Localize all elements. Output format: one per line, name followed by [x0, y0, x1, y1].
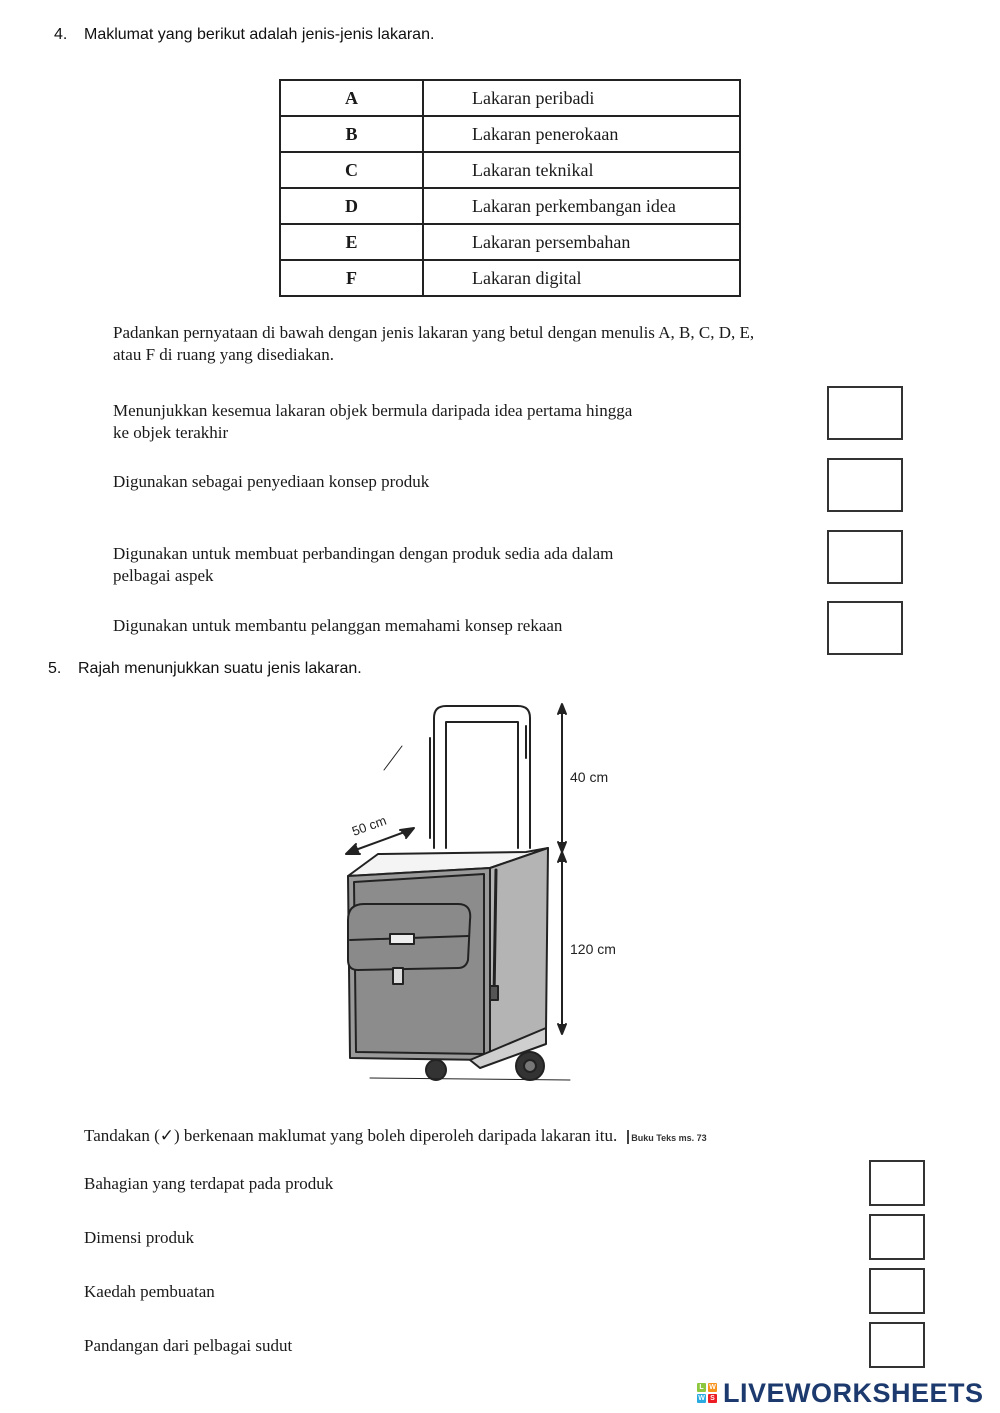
statement-line: Digunakan untuk membantu pelanggan memahami konsep rekaan [113, 616, 563, 635]
checkbox[interactable] [869, 1160, 925, 1206]
ref-bar [627, 1130, 629, 1144]
dim-depth-label: 50 cm [349, 812, 389, 839]
statement-line: pelbagai aspek [113, 566, 214, 585]
logo-mark-icon: L W W S [698, 1384, 716, 1402]
dim-body-label: 120 cm [570, 941, 616, 957]
type-code: E [280, 224, 423, 260]
instruction-line: atau F di ruang yang disediakan. [113, 345, 334, 364]
answer-box[interactable] [827, 601, 903, 655]
checkbox[interactable] [869, 1268, 925, 1314]
luggage-sketch [330, 698, 640, 1090]
type-desc: Lakaran digital [423, 260, 740, 296]
checkbox[interactable] [869, 1214, 925, 1260]
table-row [280, 260, 740, 296]
statement-line: Digunakan untuk membuat perbandingan dengan produk sedia ada dalam [113, 544, 614, 563]
q4-heading [54, 26, 434, 44]
answer-box[interactable] [827, 458, 903, 512]
q5-title: Rajah menunjukkan suatu jenis lakaran. [78, 660, 362, 677]
sketch-types-table [279, 79, 741, 297]
q4-number: 4. [54, 26, 68, 43]
option-label: Kaedah pembuatan [84, 1282, 215, 1301]
type-code: C [280, 152, 423, 188]
q4-instruction [113, 322, 933, 366]
liveworksheets-logo [697, 1378, 984, 1408]
q5-heading [48, 660, 362, 678]
statement [113, 543, 763, 587]
statement [113, 615, 763, 637]
table-row [280, 80, 740, 116]
answer-box[interactable] [827, 530, 903, 584]
option-label: Bahagian yang terdapat pada produk [84, 1174, 334, 1193]
table-row [280, 224, 740, 260]
type-desc: Lakaran teknikal [423, 152, 740, 188]
q4-title: Maklumat yang berikut adalah jenis-jenis lakaran. [84, 26, 435, 43]
type-code: B [280, 116, 423, 152]
q5-number: 5. [48, 660, 62, 677]
q5-instruction-row [84, 1126, 707, 1146]
type-desc: Lakaran peribadi [423, 80, 740, 116]
logo-text: LIVEWORKSHEETS [723, 1377, 984, 1408]
option-label: Pandangan dari pelbagai sudut [84, 1336, 293, 1355]
checkbox[interactable] [869, 1322, 925, 1368]
instruction-line: Padankan pernyataan di bawah dengan jenis lakaran yang betul dengan menulis A, B, C, D, E, [113, 323, 755, 342]
option-label: Dimensi produk [84, 1228, 195, 1247]
table-row [280, 188, 740, 224]
table-row [280, 152, 740, 188]
statement [113, 400, 763, 444]
statement-line: ke objek terakhir [113, 423, 229, 442]
statement [113, 471, 763, 493]
type-code: D [280, 188, 423, 224]
statement-line: Menunjukkan kesemua lakaran objek bermula daripada idea pertama hingga [113, 401, 633, 420]
q5-instruction: Tandakan (✓) berkenaan maklumat yang boleh diperoleh daripada lakaran itu. [84, 1126, 618, 1145]
table-row [280, 116, 740, 152]
type-desc: Lakaran perkembangan idea [423, 188, 740, 224]
statement-line: Digunakan sebagai penyediaan konsep produk [113, 472, 430, 491]
type-desc: Lakaran penerokaan [423, 116, 740, 152]
answer-box[interactable] [827, 386, 903, 440]
type-code: F [280, 260, 423, 296]
type-code: A [280, 80, 423, 116]
type-desc: Lakaran persembahan [423, 224, 740, 260]
dim-handle-label: 40 cm [570, 769, 609, 785]
textbook-reference: Buku Teks ms. 73 [631, 1133, 707, 1143]
